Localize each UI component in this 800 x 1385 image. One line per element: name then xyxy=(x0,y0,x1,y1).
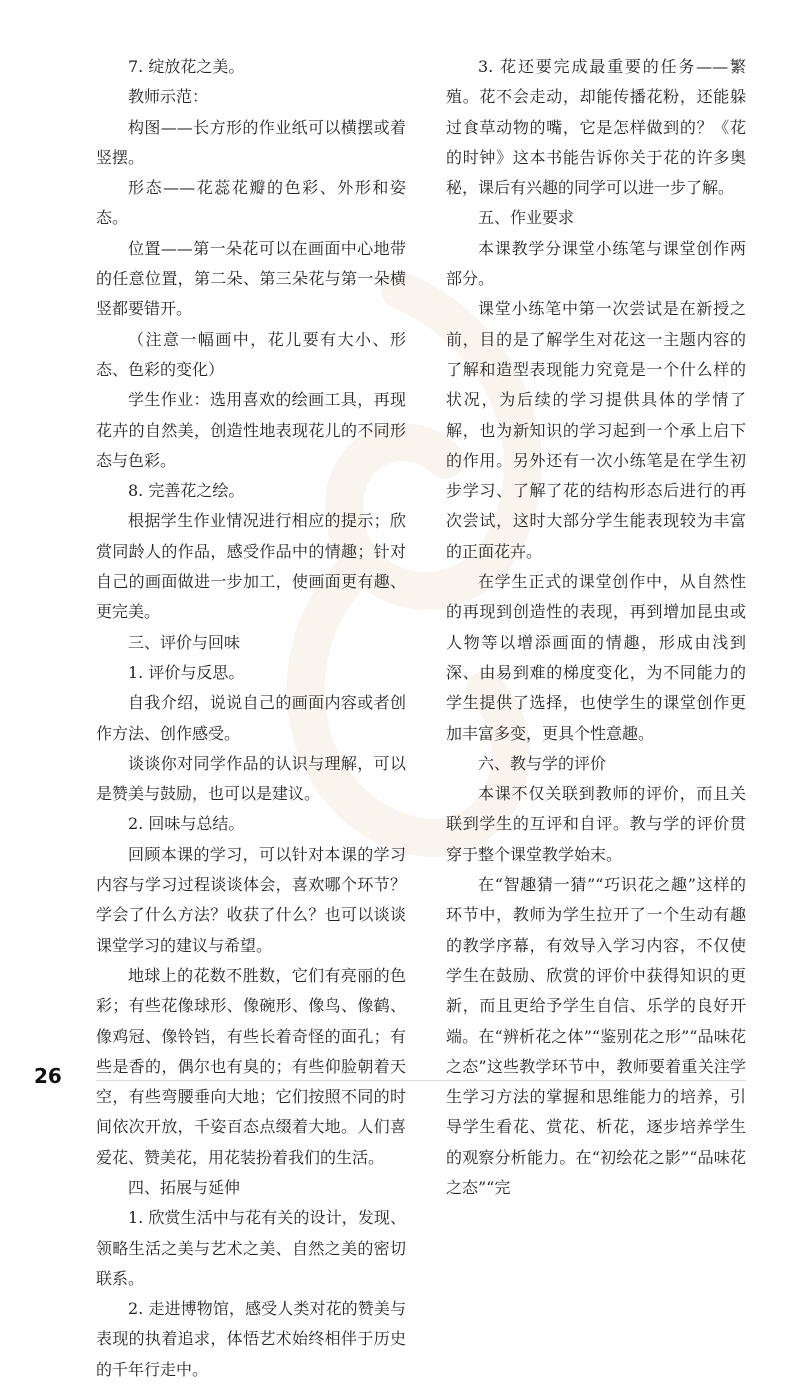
section-heading: 六、教与学的评价 xyxy=(478,753,607,773)
footer-divider xyxy=(96,1080,746,1081)
right-paragraph: 3. 花还要完成最重要的任务——繁殖。花不会走动，却能传播花粉，还能躲过食草动物的嘴，它是怎样做到的？《花的时钟》这本书能告诉你关于花的许多奥秘，课后有兴趣的同学可以进一步了解。 xyxy=(446,57,746,198)
left-paragraph: 根据学生作业情况进行相应的提示；欣赏同龄人的作品，感受作品中的情趣；针对自己的画面做进一步加工，使画面更有趣、更完美。 xyxy=(96,511,406,622)
left-paragraph: 7. 绽放花之美。 xyxy=(128,57,245,76)
left-paragraph: 1. 欣赏生活中与花有关的设计，发现、领略生活之美与艺术之美、自然之美的密切联系。 xyxy=(96,1208,406,1288)
right-paragraph: 在“智趣猜一猜”“巧识花之趣”这样的环节中，教师为学生拉开了一个生动有趣的教学序幕，有效导入学习内容，不仅使学生在鼓励、欣赏的评价中获得知识的更新，而且更给予学生自信、乐学的良好开端。在“辨析花之体”“鉴别花之形”“品味花之态”这些教学环节中，教师要着重关注学生学习方法的掌握和思维能力的培养，引导学生看花、赏花、析花，逐步培养学生的观察分析能力。在“初绘花之影”“品味花之态”“完 xyxy=(446,875,746,1197)
page-number: 26 xyxy=(34,1064,62,1088)
right-paragraph: 课堂小练笔中第一次尝试是在新授之前，目的是了解学生对花这一主题内容的了解和造型表现能力究竟是一个什么样的状况，为后续的学习提供具体的学情了解，也为新知识的学习起到一个承上启下的作用。另外还有一次小练笔是在学生初步学习、了解了花的结构形态后进行的再次尝试，这时大部分学生能表现较为丰富的正面花卉。 xyxy=(446,299,746,561)
left-paragraph: 2. 回味与总结。 xyxy=(128,814,245,834)
left-paragraph: （注意一幅画中，花儿要有大小、形态、色彩的变化） xyxy=(96,329,406,379)
right-paragraph: 本课教学分课堂小练笔与课堂创作两部分。 xyxy=(446,238,746,289)
left-paragraph: 8. 完善花之绘。 xyxy=(128,481,245,501)
left-paragraph: 谈谈你对同学作品的认识与理解，可以是赞美与鼓励，也可以是建议。 xyxy=(96,753,406,804)
left-column xyxy=(96,52,406,1385)
left-paragraph: 地球上的花数不胜数，它们有亮丽的色彩；有些花像球形、像碗形、像鸟、像鹤、像鸡冠、像铃铛，有些长着奇怪的面孔；有些是香的，偶尔也有臭的；有些仰脸朝着天空，有些弯腰垂向大地；它们按照不同的时间依次开放，千姿百态点缀着大地。人们喜爱花、赞美花，用花装扮着我们的生活。 xyxy=(96,965,406,1167)
section-heading: 三、评价与回味 xyxy=(128,632,241,652)
left-paragraph: 自我介绍，说说自己的画面内容或者创作方法、创作感受。 xyxy=(96,693,406,743)
right-paragraph: 本课不仅关联到教师的评价，而且关联到学生的互评和自评。教与学的评价贯穿于整个课堂教学始末。 xyxy=(446,784,746,864)
left-paragraph: 形态——花蕊花瓣的色彩、外形和姿态。 xyxy=(96,178,406,228)
right-column xyxy=(446,52,746,1203)
left-paragraph: 回顾本课的学习，可以针对本课的学习内容与学习过程谈谈体会，喜欢哪个环节？学会了什么方法？收获了什么？也可以谈谈课堂学习的建议与希望。 xyxy=(96,844,406,955)
left-paragraph: 位置——第一朵花可以在画面中心地带的任意位置，第二朵、第三朵花与第一朵横竖都要错开。 xyxy=(96,238,406,319)
left-paragraph: 学生作业：选用喜欢的绘画工具，再现花卉的自然美，创造性地表现花儿的不同形态与色彩。 xyxy=(96,390,406,470)
left-paragraph: 2. 走进博物馆，感受人类对花的赞美与表现的执着追求，体悟艺术始终相伴于历史的千年行走中。 xyxy=(96,1299,406,1379)
section-heading: 四、拓展与延伸 xyxy=(128,1177,241,1197)
right-paragraph: 在学生正式的课堂创作中，从自然性的再现到创造性的表现，再到增加昆虫或人物等以增添画面的情趣，形成由浅到深、由易到难的梯度变化，为不同能力的学生提供了选择，也使学生的课堂创作更加丰富多变，更具个性意趣。 xyxy=(446,572,746,743)
left-paragraph: 构图——长方形的作业纸可以横摆或着竖摆。 xyxy=(96,117,406,167)
left-paragraph: 1. 评价与反思。 xyxy=(128,662,245,682)
section-heading: 五、作业要求 xyxy=(478,208,575,228)
left-paragraph: 教师示范： xyxy=(128,87,209,107)
